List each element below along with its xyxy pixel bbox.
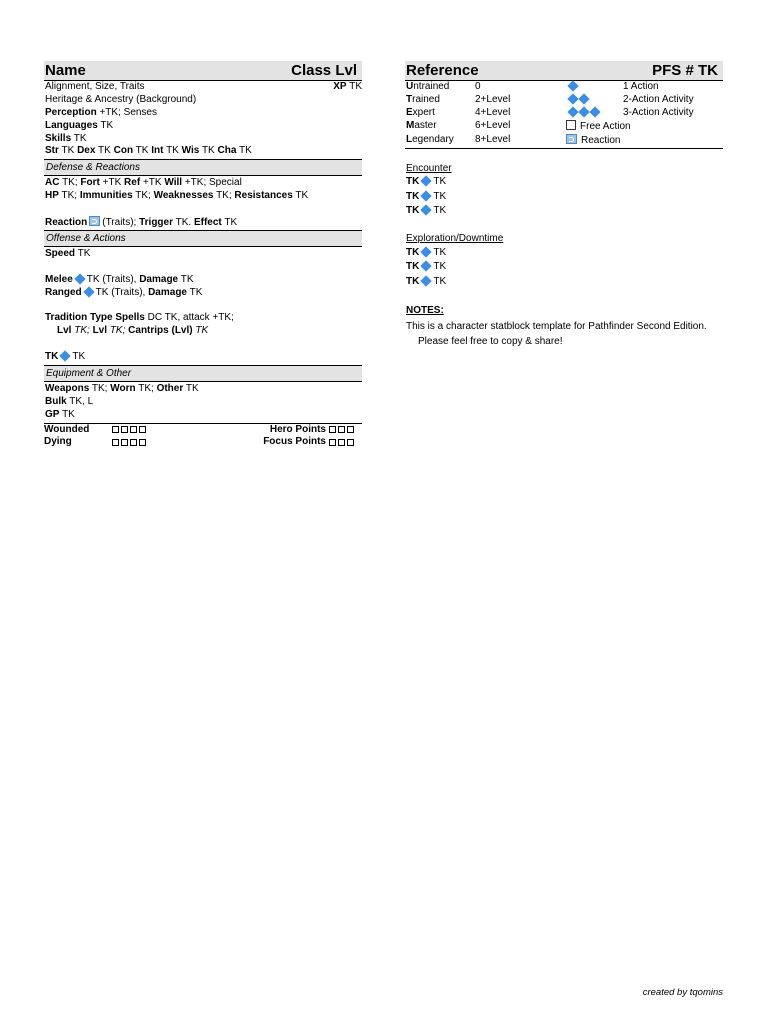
statblock-column xyxy=(44,61,362,449)
one-action-icon xyxy=(83,286,94,297)
list-item: TK TK xyxy=(406,275,447,287)
one-action-icon xyxy=(74,273,85,284)
equipment-section-header: Equipment & Other xyxy=(44,365,362,382)
alignment-row xyxy=(44,81,362,94)
one-action-icon xyxy=(421,246,432,257)
wounded-label: Wounded xyxy=(44,423,90,435)
dying-row xyxy=(44,436,362,449)
weapons-row: Weapons TK; Worn TK; Other TK xyxy=(45,382,199,394)
list-item: TK TK xyxy=(406,176,447,188)
pfs-number: PFS # TK xyxy=(652,62,718,79)
table-row: Trained 2+Level 2-Action Activity xyxy=(406,93,694,105)
spells-row: Tradition Type Spells DC TK, attack +TK; xyxy=(45,312,234,324)
list-item: TK TK xyxy=(406,190,447,202)
reference-title: Reference xyxy=(406,62,479,79)
reference-column xyxy=(405,61,723,349)
list-item: TK TK xyxy=(406,261,447,273)
class-level: Class Lvl xyxy=(291,62,357,79)
hp-row: HP TK; Immunities TK; Weaknesses TK; Resistances TK xyxy=(45,190,309,202)
speed-row: Speed TK xyxy=(45,247,91,259)
one-action-icon xyxy=(421,261,432,272)
notes-line: This is a character statblock template for Pathfinder Second Edition. xyxy=(406,321,707,333)
list-item: TK TK xyxy=(406,246,447,258)
bulk-row: Bulk TK, L xyxy=(45,395,94,407)
one-action-icon xyxy=(421,176,432,187)
free-action-icon xyxy=(566,120,576,130)
melee-row: Melee TK (Traits), Damage TK xyxy=(45,273,194,285)
wounded-checkboxes[interactable] xyxy=(112,426,146,433)
alignment-text: Alignment, Size, Traits xyxy=(45,81,145,92)
reference-table xyxy=(405,81,723,149)
two-action-icon xyxy=(566,94,591,105)
footer-credit: created by tqomins xyxy=(642,987,723,998)
table-row: Expert 4+Level 3-Action Activity xyxy=(406,106,694,118)
languages-row: Languages TK xyxy=(45,119,114,131)
defense-section-header: Defense & Reactions xyxy=(44,159,362,176)
name-header xyxy=(44,61,362,81)
exploration-title: Exploration/Downtime xyxy=(406,232,504,244)
encounter-title: Encounter xyxy=(406,162,452,174)
saves-row: AC TK; Fort +TK Ref +TK Will +TK; Special xyxy=(45,177,242,189)
one-action-icon xyxy=(421,275,432,286)
one-action-icon xyxy=(567,80,578,91)
three-action-icon xyxy=(566,107,602,118)
table-row: Master 6+Level Free Action xyxy=(406,120,631,132)
list-item: TK TK xyxy=(406,205,447,217)
focus-points-checkboxes[interactable] xyxy=(329,439,354,446)
reaction-icon xyxy=(566,134,577,144)
reaction-row: Reaction (Traits); Trigger TK. Effect TK xyxy=(45,217,238,229)
one-action-icon xyxy=(421,190,432,201)
reaction-icon xyxy=(89,216,100,226)
reference-header xyxy=(405,61,723,81)
action-row: TK TK xyxy=(45,351,86,363)
focus-points-label: Focus Points xyxy=(263,436,326,448)
gp-row: GP TK xyxy=(45,408,75,420)
table-row: Legendary 8+Level Reaction xyxy=(406,134,621,146)
skills-row: Skills TK xyxy=(45,132,87,144)
xp-field: XP TK xyxy=(333,81,362,92)
notes-title: NOTES: xyxy=(406,305,444,317)
table-row: Untrained 0 1 Action xyxy=(406,81,659,92)
abilities-row: Str TK Dex TK Con TK Int TK Wis TK Cha TK xyxy=(45,145,252,157)
heritage-row: Heritage & Ancestry (Background) xyxy=(45,93,197,105)
character-name: Name xyxy=(45,62,86,79)
spell-levels-row: Lvl TK; Lvl TK; Cantrips (Lvl) TK xyxy=(57,325,209,337)
hero-points-checkboxes[interactable] xyxy=(329,426,354,433)
offense-section-header: Offense & Actions xyxy=(44,230,362,247)
wounded-row xyxy=(44,424,362,437)
dying-label: Dying xyxy=(44,436,72,448)
one-action-icon xyxy=(60,350,71,361)
perception-row: Perception +TK; Senses xyxy=(45,106,157,118)
dying-checkboxes[interactable] xyxy=(112,439,146,446)
notes-line: Please feel free to copy & share! xyxy=(418,336,563,348)
hero-points-label: Hero Points xyxy=(269,423,326,435)
ranged-row: Ranged TK (Traits), Damage TK xyxy=(45,286,203,298)
one-action-icon xyxy=(421,205,432,216)
